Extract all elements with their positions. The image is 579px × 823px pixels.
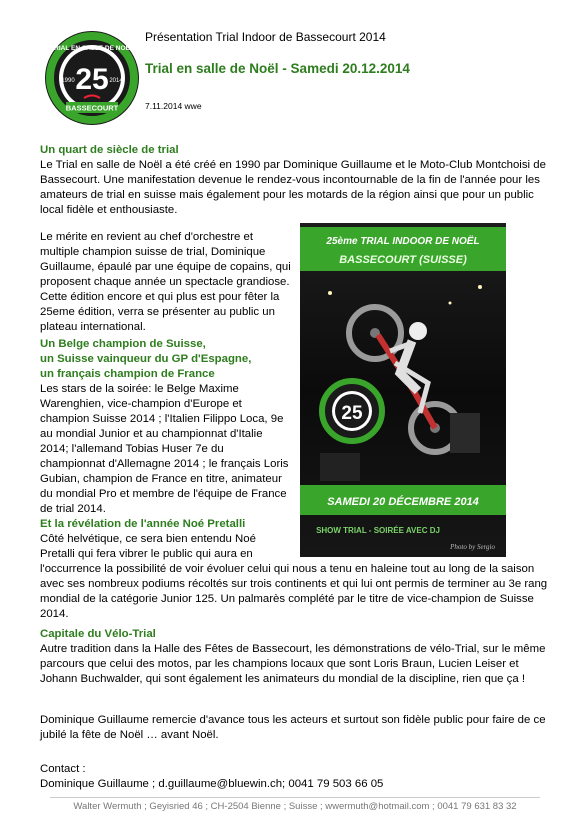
poster-line1: 25ème TRIAL INDOOR DE NOËL [326,236,480,247]
footer-divider [50,797,540,798]
event-logo [44,30,140,126]
section-heading-revelation: Et la révélation de l'année Noé Pretalli [40,518,246,530]
section-body-merite: Le mérite en revient au chef d'orchestre et multiple champion suisse de trial, Dominique Guillaume, épaulé par une équipe de copains, qui proposent chaque année un spectacle grandiose. Cette édition encore et qui plus est pour fêter la 25eme édition, verra se présenter au public un plateau international. [40,231,291,333]
section-body-revelation-narrow: Côté helvétique, ce sera bien entendu Noé Pretalli qui fera vibrer le public qui aura en [40,533,256,560]
poster-credit: Photo by Sergio [450,543,495,551]
event-poster [300,223,506,557]
poster-bottom-line: SHOW TRIAL - SOIRÉE AVEC DJ [316,526,440,535]
logo-place: BASSECOURT [65,103,119,113]
section-body-velo-trial: Autre tradition dans la Halle des Fêtes de Bassecourt, les démonstrations de vélo-Trial, sur le même parcours que celui des motos, par les champions locaux que sont Loris Braun, Lucien Leiser et Johann Buchwalder, qui sont également les animateurs du mondial de la discipline, rien que ça ! [40,643,546,685]
section-body-quart-de-siecle: Le Trial en salle de Noël a été créé en 1990 par Dominique Guillaume et le Moto-Club Montchoisi de Bassecourt. Une manifestation devenue le rendez-vous incontournable de la fin de l'année pour les amateurs de trial en suisse mais également pour les motards de la région ainsi que pour un public local fidèle et enthousiaste. [40,159,546,216]
section-heading-belge-3: un français champion de France [40,368,215,380]
logo-ring-text: TRIAL EN SALLE DE NOËL [50,45,134,52]
logo-year-left: 1990 [61,78,75,84]
section-heading-velo-trial: Capitale du Vélo-Trial [40,628,156,640]
section-body-remerciements: Dominique Guillaume remercie d'avance tous les acteurs et surtout son fidèle public pour faire de ce jubilé la fête de Noël … avant Noël. [40,714,546,741]
section-body-stars: Les stars de la soirée: le Belge Maxime Warenghien, vice-champion d'Europe et champion Suisse 2014 ; l'Italien Filippo Loca, 9e au mondial Junior et au championnat d'Italie 2014; l'allemand Tobias Huser 7e du championnat d'Allemagne 2014 ; le français Loris Gubian, champion de France en titre, animateur du mondial Pro et membre de l'équipe de France de trial 2014. [40,383,289,515]
section-body-revelation-wide: l'occurrence la possibilité de voir évoluer celui qui nous a tenu en haleine tout au long de la saison avec ses nombreux podiums récoltés sur trois continents et qui lui ont permis de terminer au 3e rang mondial de la catégorie Junior 125. Un palmarès complété par le titre de vice-champion de Suisse 2014. [40,563,548,620]
date-line: 7.11.2014 wwe [145,101,202,111]
page-title: Trial en salle de Noël - Samedi 20.12.2014 [145,61,410,76]
poster-logo-number: 25 [341,403,363,424]
logo-number: 25 [75,63,109,96]
contact-label: Contact : [40,763,86,775]
presentation-line: Présentation Trial Indoor de Bassecourt 2014 [145,30,386,44]
section-heading-belge-1: Un Belge champion de Suisse, [40,338,206,350]
poster-line2: BASSECOURT (SUISSE) [339,254,467,266]
section-heading-belge-2: un Suisse vainqueur du GP d'Espagne, [40,353,252,365]
section-heading-quart-de-siecle: Un quart de siècle de trial [40,144,179,156]
contact-line: Dominique Guillaume ; d.guillaume@bluewin.ch; 0041 79 503 66 05 [40,778,384,790]
logo-year-right: 2014 [109,78,123,84]
poster-date: SAMEDI 20 DÉCEMBRE 2014 [327,496,479,508]
footer-address: Walter Wermuth ; Geyisried 46 ; CH-2504 Bienne ; Suisse ; wwermuth@hotmail.com ; 0041 79 631 83 32 [73,801,517,812]
